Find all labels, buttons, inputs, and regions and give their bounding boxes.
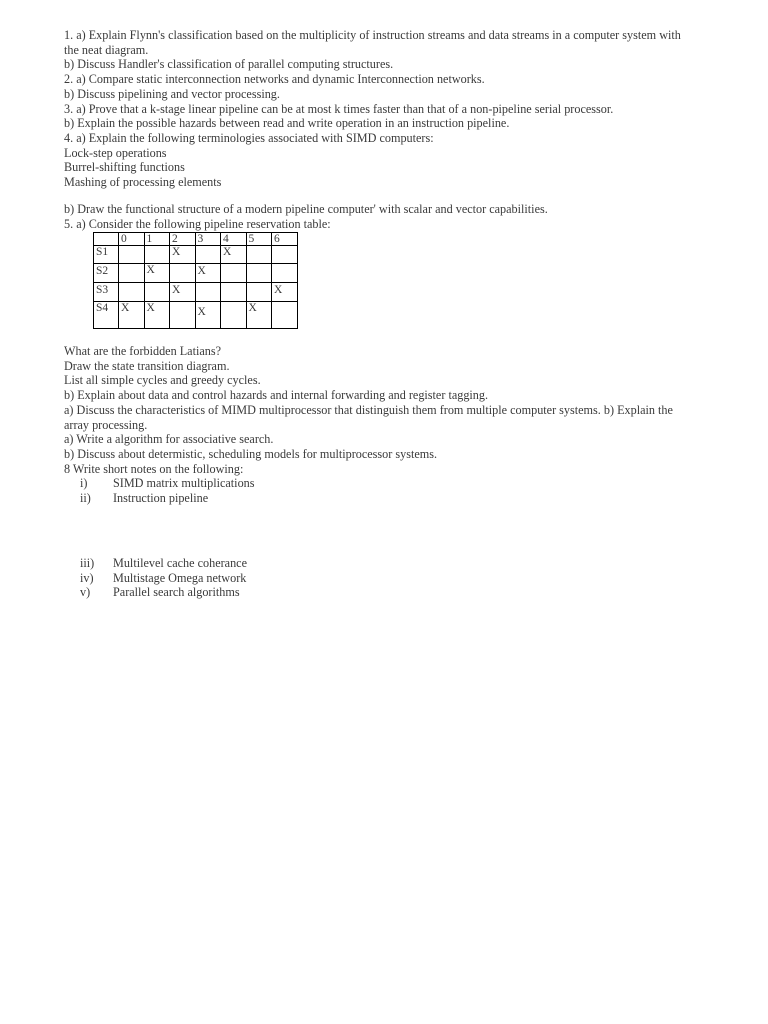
question-line: 4. a) Explain the following terminologies associated with SIMD computers: — [64, 130, 434, 145]
question-line: 3. a) Prove that a k-stage linear pipeline can be at most k times faster than that of a non-pipeline serial processor. — [64, 101, 614, 116]
table-cell — [94, 233, 119, 246]
table-cell: 4 — [221, 233, 247, 246]
table-cell — [272, 264, 298, 283]
table-cell — [170, 264, 196, 283]
question-line: a) Write a algorithm for associative search. — [64, 432, 274, 447]
table-cell: X — [144, 264, 170, 283]
table-cell — [119, 283, 145, 302]
question-line: b) Discuss pipelining and vector processing. — [64, 86, 280, 101]
question-line: 2. a) Compare static interconnection networks and dynamic Interconnection networks. — [64, 72, 485, 87]
list-item-text: Multilevel cache coherance — [113, 556, 247, 570]
list-item-text: Multistage Omega network — [113, 570, 247, 585]
pipeline-reservation-table — [93, 232, 298, 329]
table-cell — [195, 283, 221, 302]
question-line: b) Explain the possible hazards between read and write operation in an instruction pipeline. — [64, 116, 510, 131]
table-cell: 1 — [144, 233, 170, 246]
table-cell: 6 — [272, 233, 298, 246]
question-line: b) Draw the functional structure of a modern pipeline computer' with scalar and vector capabilities. — [64, 202, 548, 216]
list-item-number: v) — [80, 585, 91, 600]
table-cell: 3 — [195, 233, 221, 246]
list-item-number: iii) — [80, 556, 95, 570]
list-item-number: iv) — [80, 570, 94, 585]
table-cell — [119, 246, 145, 264]
table-cell: X — [144, 302, 170, 329]
list-item — [80, 476, 255, 491]
table-row — [94, 302, 298, 329]
table-row — [94, 283, 298, 302]
table-cell: X — [119, 302, 145, 329]
list-item — [80, 556, 247, 571]
question-line: List all simple cycles and greedy cycles. — [64, 373, 261, 388]
table-cell: X — [170, 246, 196, 264]
question-line: 1. a) Explain Flynn's classification based on the multiplicity of instruction streams and data streams in a computer system with the neat diagram. — [64, 28, 681, 57]
table-cell — [144, 283, 170, 302]
table-cell: X — [195, 302, 221, 329]
list-item — [80, 491, 255, 506]
table-cell — [246, 283, 272, 302]
table-cell — [246, 264, 272, 283]
table-cell — [119, 264, 145, 283]
table-cell: X — [170, 283, 196, 302]
table-cell: X — [195, 264, 221, 283]
short-notes-list-continued — [80, 556, 247, 600]
question-line: 8 Write short notes on the following: — [64, 461, 244, 476]
question-line: b) Explain about data and control hazards and internal forwarding and register tagging. — [64, 388, 489, 403]
question-line: a) Discuss the characteristics of MIMD multiprocessor that distinguish them from multiple computer systems. b) Explain the array processing. — [64, 402, 673, 432]
table-cell: X — [246, 302, 272, 329]
list-item — [80, 585, 247, 600]
table-cell — [144, 246, 170, 264]
question-line: b) Discuss about determistic, scheduling models for multiprocessor systems. — [64, 446, 438, 461]
table-cell: S4 — [94, 302, 119, 329]
table-cell: 5 — [246, 233, 272, 246]
table-cell — [246, 246, 272, 264]
list-item-text: SIMD matrix multiplications — [113, 476, 255, 490]
list-item-text: Instruction pipeline — [113, 490, 209, 505]
list-item — [80, 571, 247, 586]
table-cell: X — [221, 246, 247, 264]
question-line: Mashing of processing elements — [64, 175, 222, 190]
table-cell: S2 — [94, 264, 119, 283]
short-notes-list — [80, 476, 255, 505]
table-cell: X — [272, 283, 298, 302]
question-line: Lock-step operations — [64, 145, 167, 160]
questions-section-1 — [64, 28, 694, 190]
questions-section-3 — [64, 344, 694, 476]
table-cell — [221, 283, 247, 302]
table-cell: 2 — [170, 233, 196, 246]
table-cell: 0 — [119, 233, 145, 246]
table-cell — [170, 302, 196, 329]
table-cell — [272, 246, 298, 264]
table-cell: S3 — [94, 283, 119, 302]
questions-section-2 — [64, 202, 694, 231]
table-cell: S1 — [94, 246, 119, 264]
table-cell — [195, 246, 221, 264]
list-item-text: Parallel search algorithms — [113, 585, 240, 600]
table-cell — [221, 264, 247, 283]
question-line: What are the forbidden Latians? — [64, 344, 222, 358]
table-cell — [221, 302, 247, 329]
list-item-number: i) — [80, 476, 88, 490]
table-row — [94, 246, 298, 264]
question-line: b) Discuss Handler's classification of parallel computing structures. — [64, 57, 394, 72]
table-header-row — [94, 233, 298, 246]
table-row — [94, 264, 298, 283]
question-line: Draw the state transition diagram. — [64, 358, 230, 373]
question-line: Burrel-shifting functions — [64, 160, 185, 175]
question-line: 5. a) Consider the following pipeline reservation table: — [64, 216, 331, 231]
list-item-number: ii) — [80, 490, 91, 505]
table-cell — [272, 302, 298, 329]
